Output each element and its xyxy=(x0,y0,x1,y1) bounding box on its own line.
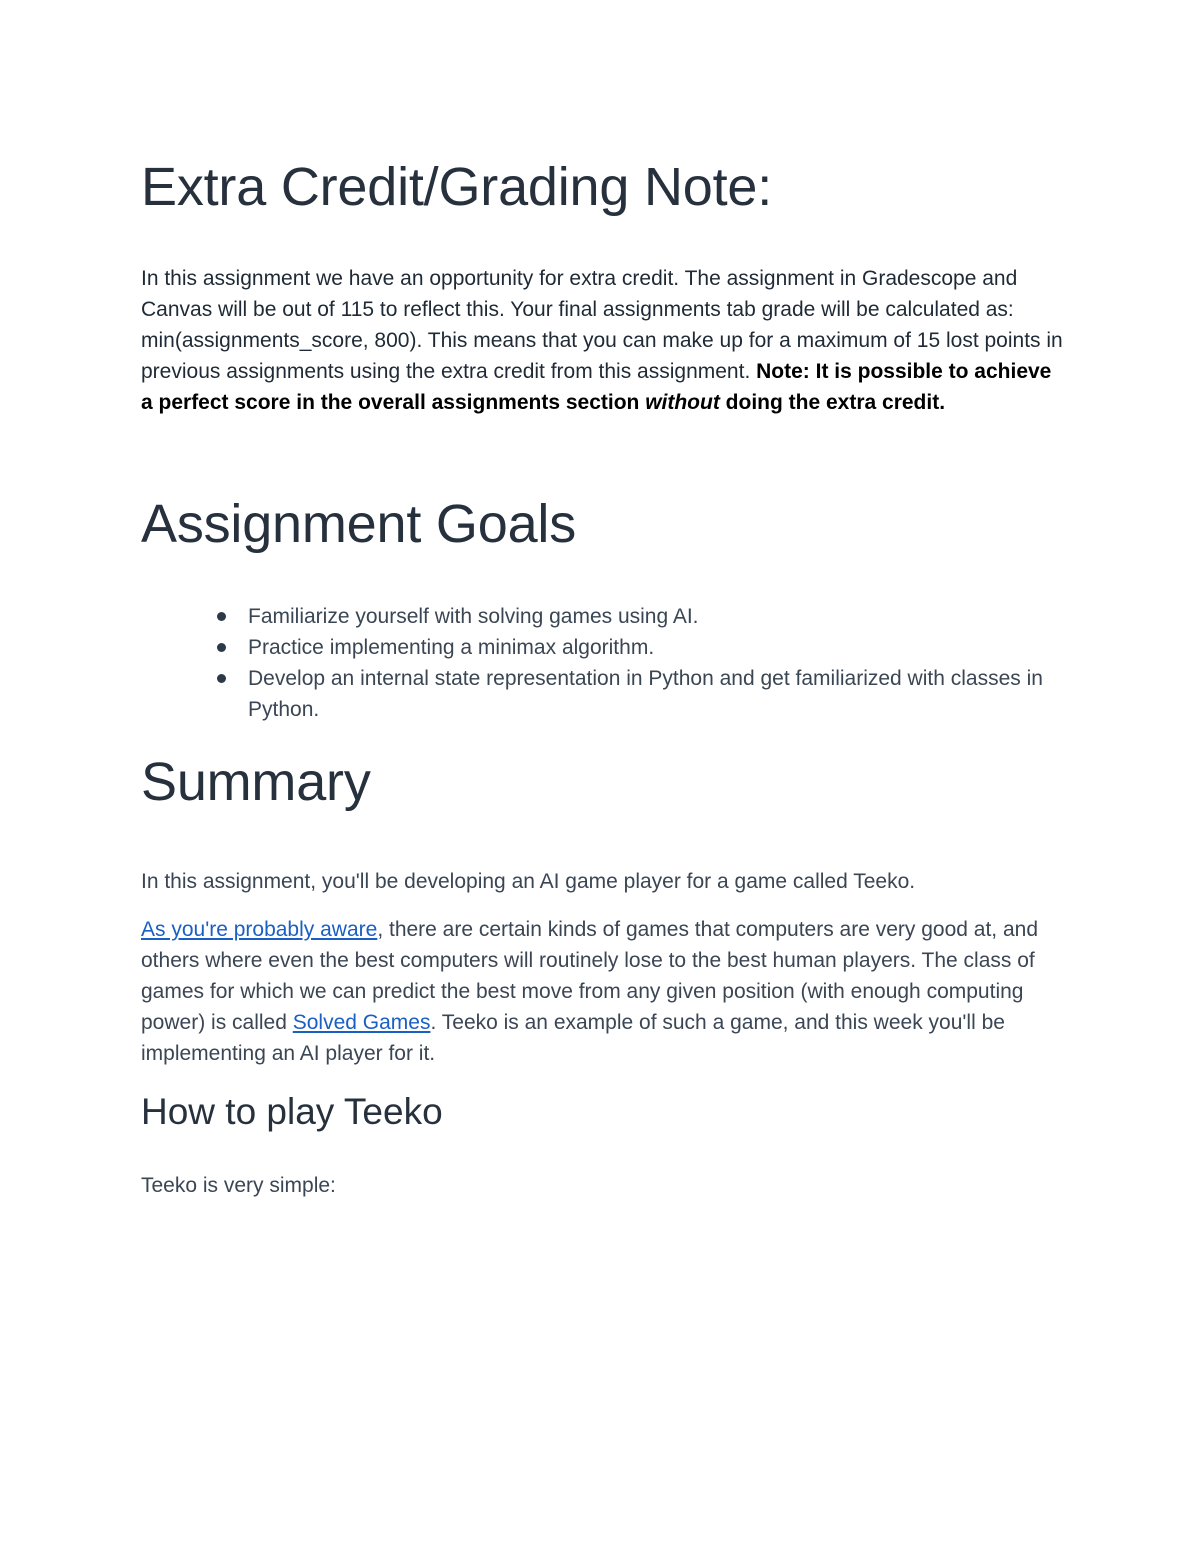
summary-heading: Summary xyxy=(141,752,371,812)
goals-list xyxy=(141,601,1066,725)
solved-games-link[interactable]: Solved Games xyxy=(292,1011,431,1034)
note-italic-without: without xyxy=(645,391,720,414)
extra-credit-heading: Extra Credit/Grading Note: xyxy=(141,157,773,217)
bullet-icon xyxy=(217,674,226,683)
goal-text: Familiarize yourself with solving games using AI. xyxy=(248,605,699,628)
how-to-play-heading: How to play Teeko xyxy=(141,1091,443,1132)
summary-text-2: . Teeko is an example of such a game, and this week you'll be implementing an AI player for it. xyxy=(141,1011,1005,1065)
goals-list-item xyxy=(141,663,1066,725)
assignment-goals-heading: Assignment Goals xyxy=(141,494,576,554)
probably-aware-link[interactable]: As you're probably aware xyxy=(141,918,378,941)
note-bold-part-1: Note: It is possible to achieve a perfect score in the overall assignments section xyxy=(141,360,1052,414)
note-bold-part-2: doing the extra credit. xyxy=(719,391,946,414)
summary-text-1: , there are certain kinds of games that computers are very good at, and others where even the best computers will routinely lose to the best human players. The class of games for which we can predict the best move from any given position (with enough computing power) is called xyxy=(141,918,1039,1034)
summary-intro: In this assignment, you'll be developing an AI game player for a game called Teeko. xyxy=(141,870,916,893)
goals-list-item xyxy=(141,632,1066,663)
goal-text: Develop an internal state representation in Python and get familiarized with classes in Python. xyxy=(248,667,1043,721)
bullet-icon xyxy=(217,643,226,652)
how-to-play-paragraph: Teeko is very simple: xyxy=(141,1174,336,1197)
summary-solved-games-paragraph xyxy=(141,914,1066,1069)
bullet-icon xyxy=(217,612,226,621)
goals-list-item xyxy=(141,601,1066,632)
extra-credit-text: In this assignment we have an opportunity for extra credit. The assignment in Gradescope and Canvas will be out of 115 to reflect this. Your final assignments tab grade will be calculated as: min(assignments_score, 800). This means that you can make up for a maximum of 15 lost points in previous assignments using the extra credit from this assignment. xyxy=(141,267,1063,383)
goal-text: Practice implementing a minimax algorithm. xyxy=(248,636,655,659)
extra-credit-paragraph xyxy=(141,263,1066,418)
